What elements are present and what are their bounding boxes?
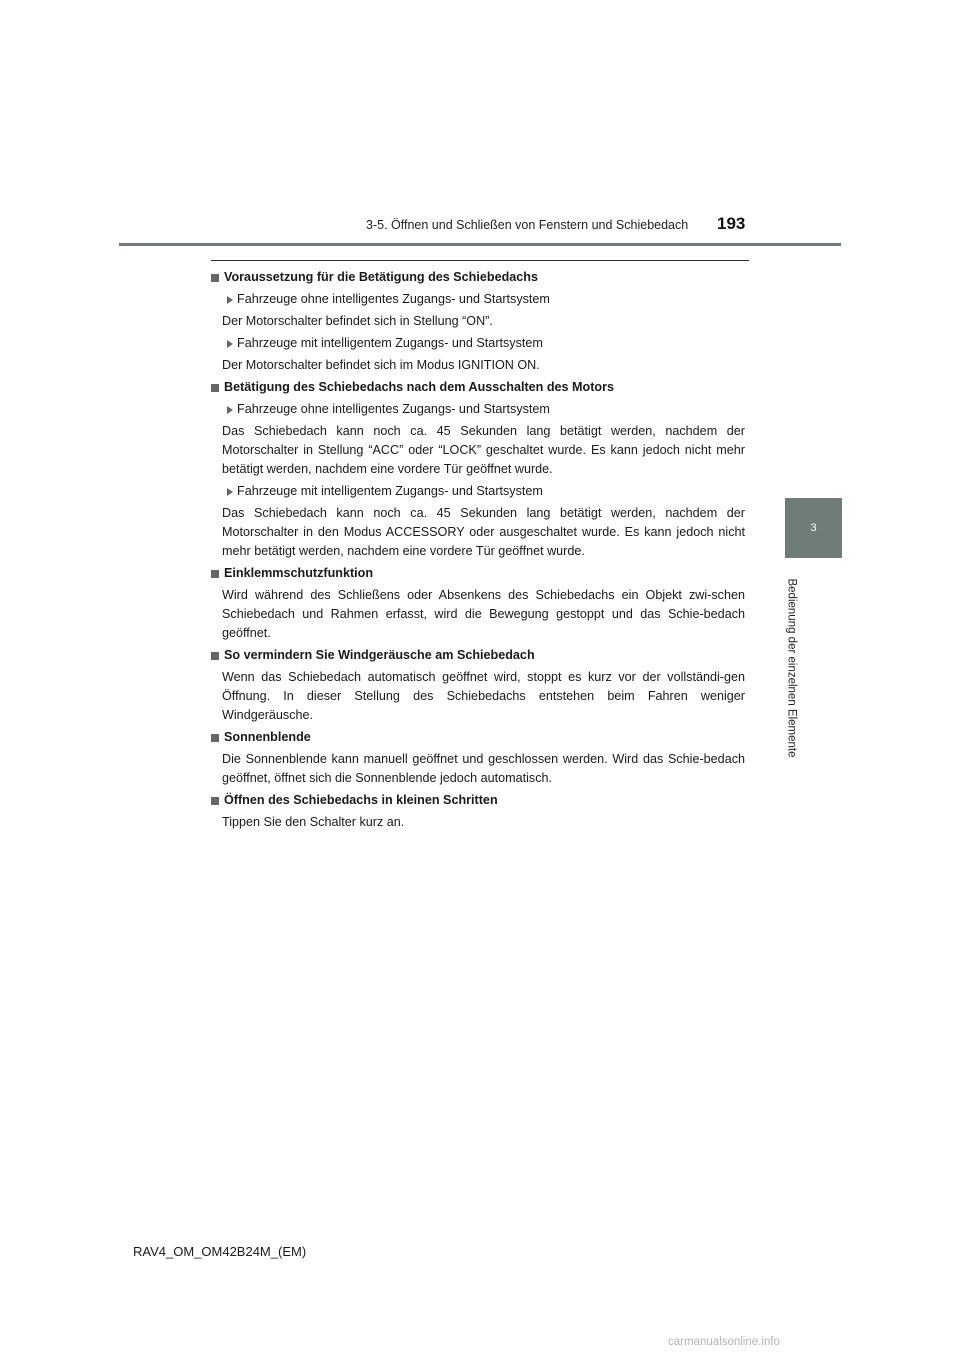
paragraph: Tippen Sie den Schalter kurz an. bbox=[222, 815, 405, 829]
section-heading-text: Öffnen des Schiebedachs in kleinen Schritten bbox=[224, 793, 498, 807]
section-heading-text: Einklemmschutzfunktion bbox=[224, 566, 374, 580]
square-bullet-icon bbox=[211, 570, 219, 578]
section-heading bbox=[211, 728, 745, 747]
square-bullet-icon bbox=[211, 652, 219, 660]
sub-condition bbox=[227, 482, 745, 501]
chapter-side-label bbox=[775, 565, 809, 771]
content-top-rule bbox=[211, 260, 749, 261]
main-content bbox=[211, 268, 745, 835]
sub-condition bbox=[227, 334, 745, 353]
section-heading-text: Betätigung des Schiebedachs nach dem Ausschalten des Motors bbox=[224, 380, 615, 394]
sub-condition-text: Fahrzeuge mit intelligentem Zugangs- und Startsystem bbox=[237, 336, 543, 350]
section-heading-text: Sonnenblende bbox=[224, 730, 311, 744]
section-heading bbox=[211, 268, 745, 287]
document-code: RAV4_OM_OM42B24M_(EM) bbox=[133, 1244, 307, 1259]
section-header-title: 3-5. Öffnen und Schließen von Fenstern und Schiebedach bbox=[366, 218, 689, 232]
square-bullet-icon bbox=[211, 734, 219, 742]
sub-condition-text: Fahrzeuge mit intelligentem Zugangs- und Startsystem bbox=[237, 484, 543, 498]
section-heading bbox=[211, 646, 745, 665]
paragraph: Wird während des Schließens oder Absenkens des Schiebedachs ein Objekt zwi-schen Schiebedach und Rahmen erfasst, wird die Bewegung gestoppt und das Schie-bedach geöffnet. bbox=[222, 588, 745, 640]
watermark: carmanualsonline.info bbox=[668, 1336, 780, 1348]
paragraph: Das Schiebedach kann noch ca. 45 Sekunden lang betätigt werden, nachdem der Motorschalter in Stellung “ACC” oder “LOCK” geschaltet wurde. Es kann jedoch nicht mehr betätigt werden, nachdem eine vordere Tür geöffnet wurde. bbox=[222, 424, 745, 476]
sub-condition bbox=[227, 400, 745, 419]
sub-condition-text: Fahrzeuge ohne intelligentes Zugangs- und Startsystem bbox=[237, 292, 550, 306]
chapter-number: 3 bbox=[810, 522, 817, 534]
section-heading bbox=[211, 378, 745, 397]
header-rule bbox=[119, 243, 841, 246]
triangle-bullet-icon bbox=[227, 488, 233, 496]
section-heading-text: So vermindern Sie Windgeräusche am Schiebedach bbox=[224, 648, 535, 662]
sub-condition bbox=[227, 290, 745, 309]
square-bullet-icon bbox=[211, 797, 219, 805]
chapter-tab bbox=[785, 498, 842, 558]
page-number: 193 bbox=[717, 214, 746, 233]
paragraph: Der Motorschalter befindet sich im Modus IGNITION ON. bbox=[222, 358, 540, 372]
paragraph: Die Sonnenblende kann manuell geöffnet und geschlossen werden. Wird das Schie-bedach geöffnet, öffnet sich die Sonnenblende jedoch automatisch. bbox=[222, 752, 745, 785]
triangle-bullet-icon bbox=[227, 406, 233, 414]
paragraph: Das Schiebedach kann noch ca. 45 Sekunden lang betätigt werden, nachdem der Motorschalter in den Modus ACCESSORY oder ausgeschaltet wurde. Es kann jedoch nicht mehr betätigt werden, nachdem eine vordere Tür geöffnet wurde. bbox=[222, 506, 745, 558]
paragraph: Wenn das Schiebedach automatisch geöffnet wird, stoppt es kurz vor der vollständi-gen Öffnung. In dieser Stellung des Schiebedachs entstehen beim Fahren weniger Windgeräusche. bbox=[222, 670, 745, 722]
triangle-bullet-icon bbox=[227, 296, 233, 304]
triangle-bullet-icon bbox=[227, 340, 233, 348]
chapter-label: Bedienung der einzelnen Elemente bbox=[786, 578, 798, 758]
sub-condition-text: Fahrzeuge ohne intelligentes Zugangs- und Startsystem bbox=[237, 402, 550, 416]
paragraph: Der Motorschalter befindet sich in Stellung “ON”. bbox=[222, 314, 493, 328]
square-bullet-icon bbox=[211, 384, 219, 392]
section-heading bbox=[211, 564, 745, 583]
section-heading bbox=[211, 791, 745, 810]
square-bullet-icon bbox=[211, 274, 219, 282]
section-heading-text: Voraussetzung für die Betätigung des Schiebedachs bbox=[224, 270, 538, 284]
